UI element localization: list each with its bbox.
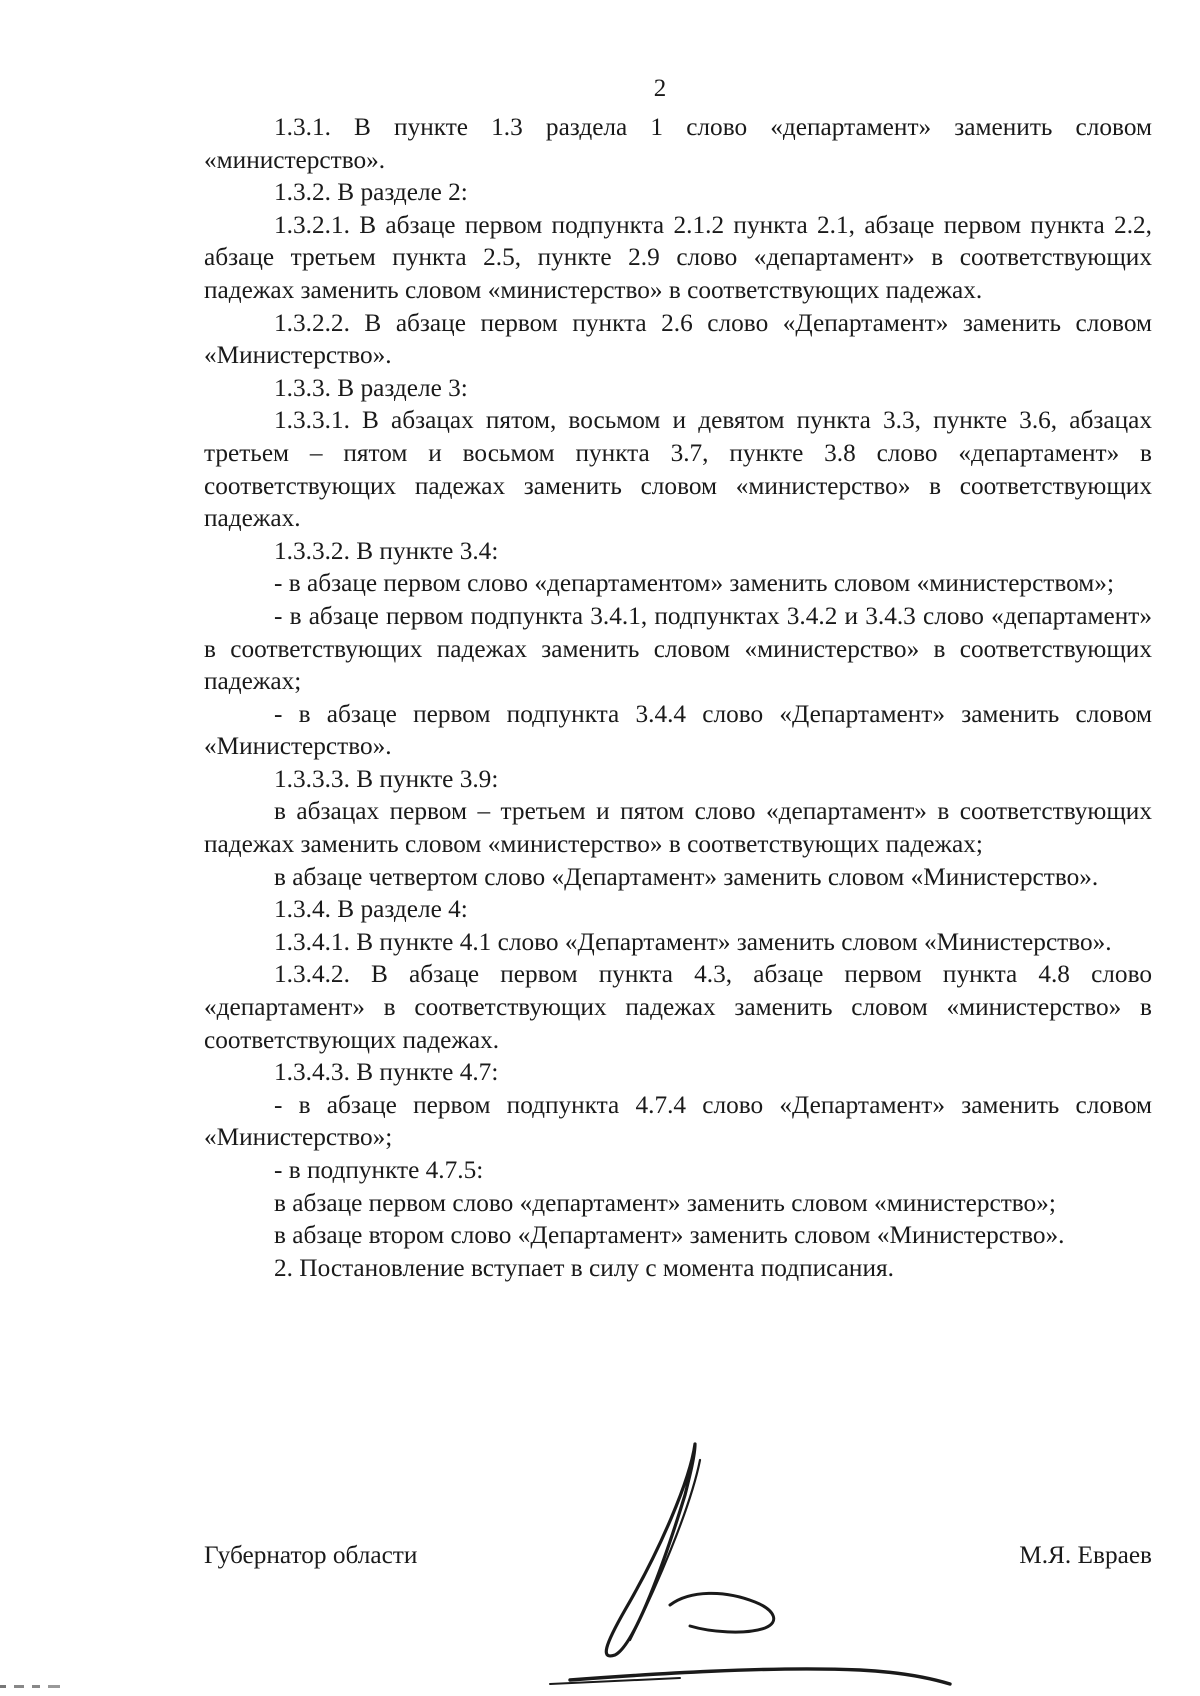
paragraph-1-3-3-1: 1.3.3.1. В абзацах пятом, восьмом и девятом пункта 3.3, пункте 3.6, абзацах третьем – пятом и восьмом пункта 3.7, пункте 3.8 слово «департамент» в соответствующих падежах заменить словом «министерство» в соответствующих падежах. bbox=[204, 406, 1152, 533]
list-item: - в абзаце первом слово «департаментом» заменить словом «министерством»; bbox=[274, 569, 1114, 598]
list-item: - в абзаце первом подпункта 3.4.4 слово «Департамент» заменить словом «Министерство». bbox=[204, 699, 1152, 761]
signatory-name: М.Я. Евраев bbox=[1019, 1541, 1152, 1569]
list-item: в абзацах первом – третьем и пятом слово «департамент» в соответствующих падежах заменить словом «министерство» в соответствующих падежах; bbox=[204, 797, 1152, 859]
list-item: - в абзаце первом подпункта 4.7.4 слово «Департамент» заменить словом «Министерство»; bbox=[204, 1090, 1152, 1152]
list-item: - в абзаце первом подпункта 3.4.1, подпунктах 3.4.2 и 3.4.3 слово «департамент» в соответствующих падежах заменить словом «министерство» в соответствующих падежах; bbox=[204, 601, 1152, 696]
paragraph-1-3-4: 1.3.4. В разделе 4: bbox=[274, 895, 468, 924]
document-body bbox=[204, 111, 1152, 1284]
list-item: в абзаце четвертом слово «Департамент» заменить словом «Министерство». bbox=[274, 862, 1099, 891]
paragraph-1-3-2-1: 1.3.2.1. В абзаце первом подпункта 2.1.2 пункта 2.1, абзаце первом пункта 2.2, абзаце третьем пункта 2.5, пункте 2.9 слово «департамент» в соответствующих падежах заменить словом «министерство» в соответствующих падежах. bbox=[204, 210, 1152, 304]
paragraph-2: 2. Постановление вступает в силу с момента подписания. bbox=[274, 1253, 894, 1282]
paragraph-1-3-2: 1.3.2. В разделе 2: bbox=[274, 178, 468, 207]
list-item: в абзаце втором слово «Департамент» заменить словом «Министерство». bbox=[274, 1221, 1065, 1250]
scan-edge-mark bbox=[0, 1684, 90, 1690]
paragraph-1-3-1: 1.3.1. В пункте 1.3 раздела 1 слово «департамент» заменить словом «министерство». bbox=[204, 113, 1152, 174]
list-item: в абзаце первом слово «департамент» заменить словом «министерство»; bbox=[274, 1188, 1056, 1217]
paragraph-1-3-3-3: 1.3.3.3. В пункте 3.9: bbox=[274, 764, 499, 793]
signatory-position: Губернатор области bbox=[204, 1541, 418, 1569]
paragraph-1-3-3-2: 1.3.3.2. В пункте 3.4: bbox=[274, 536, 499, 565]
signature-block bbox=[204, 1539, 1152, 1579]
paragraph-1-3-2-2: 1.3.2.2. В абзаце первом пункта 2.6 слово «Департамент» заменить словом «Министерство». bbox=[204, 308, 1152, 370]
page-number: 2 bbox=[653, 75, 667, 102]
paragraph-1-3-3: 1.3.3. В разделе 3: bbox=[274, 373, 468, 402]
paragraph-1-3-4-1: 1.3.4.1. В пункте 4.1 слово «Департамент» заменить словом «Министерство». bbox=[274, 927, 1112, 956]
paragraph-1-3-4-2: 1.3.4.2. В абзаце первом пункта 4.3, абзаце первом пункта 4.8 слово «департамент» в соответствующих падежах заменить словом «министерство» в соответствующих падежах. bbox=[204, 960, 1152, 1054]
list-item: - в подпункте 4.7.5: bbox=[274, 1156, 484, 1184]
paragraph-1-3-4-3: 1.3.4.3. В пункте 4.7: bbox=[274, 1058, 499, 1087]
